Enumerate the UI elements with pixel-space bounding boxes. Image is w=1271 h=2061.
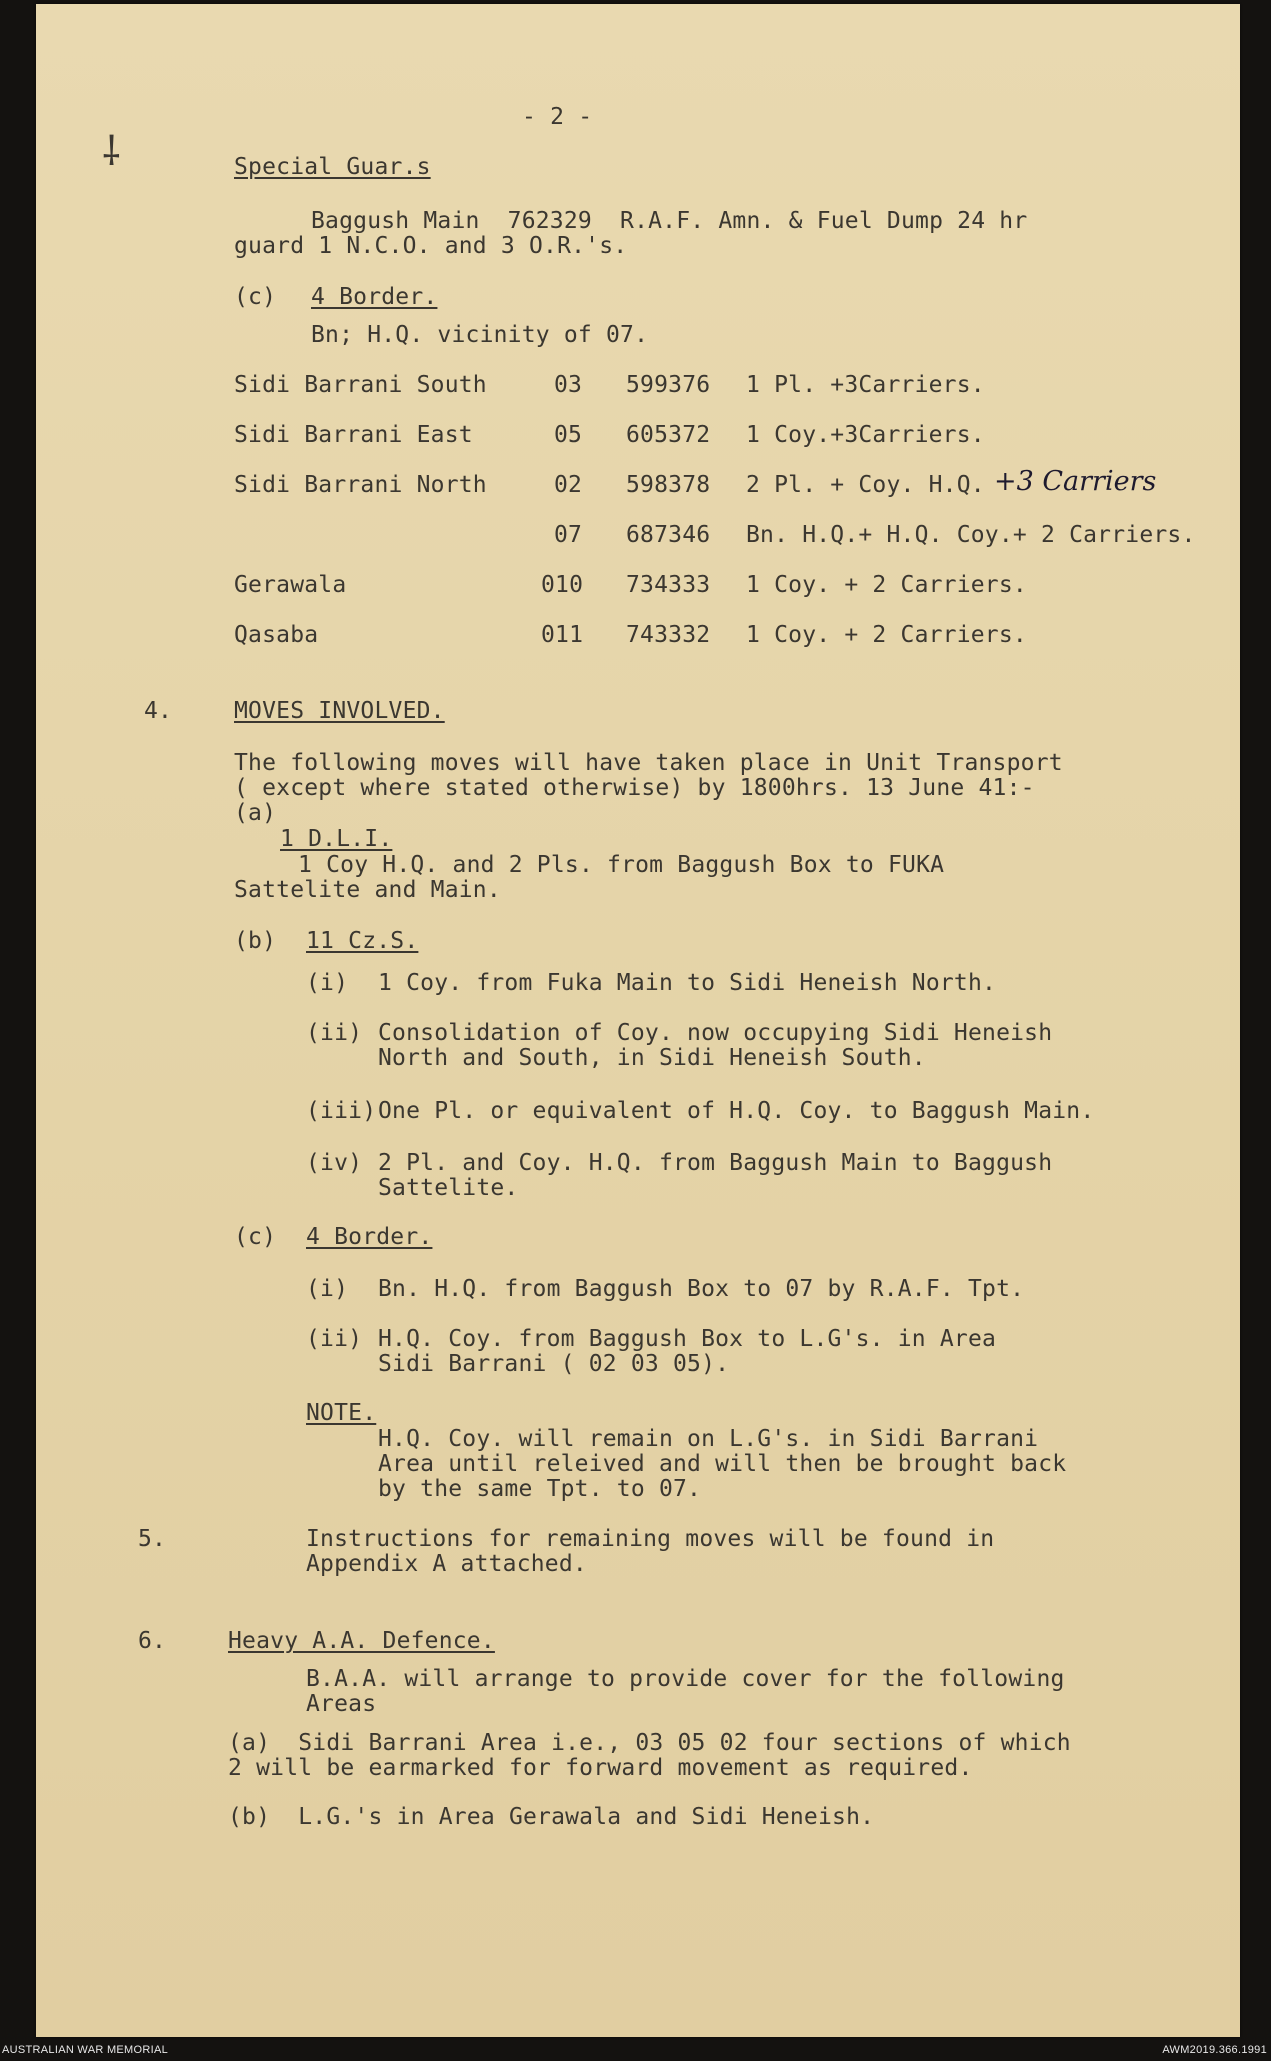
- position-ref: 598378: [626, 472, 711, 498]
- move-line: One Pl. or equivalent of H.Q. Coy. to Baggush Main.: [378, 1098, 1095, 1124]
- item-label: (c): [234, 1224, 277, 1250]
- item-label: (a): [234, 800, 277, 826]
- section-number: 6.: [138, 1628, 167, 1654]
- section6-heading: Heavy A.A. Defence.: [228, 1628, 495, 1654]
- move-line: Bn. H.Q. from Baggush Box to 07 by R.A.F. Tpt.: [378, 1276, 1025, 1302]
- position-place: Qasaba: [234, 622, 319, 648]
- position-place: Gerawala: [234, 572, 347, 598]
- special-guards-heading: Special Guar.s: [234, 154, 431, 180]
- document-page: [36, 4, 1240, 2037]
- position-place: Sidi Barrani South: [234, 372, 487, 398]
- sub-item-number: (i): [306, 970, 349, 996]
- position-code: 05: [554, 422, 583, 448]
- section6-intro: B.A.A. will arrange to provide cover for the following: [306, 1666, 1065, 1692]
- section6-line: (a) Sidi Barrani Area i.e., 03 05 02 four sections of which: [228, 1730, 1071, 1756]
- ink-blot-mark: ⸸: [102, 129, 121, 175]
- position-detail: 2 Pl. + Coy. H.Q.: [746, 472, 985, 498]
- unit-heading: 11 Cz.S.: [306, 928, 419, 954]
- move-line: Sidi Barrani ( 02 03 05).: [378, 1351, 730, 1377]
- move-line: 2 Pl. and Coy. H.Q. from Baggush Main to Baggush: [378, 1150, 1053, 1176]
- position-detail: Bn. H.Q.+ H.Q. Coy.+ 2 Carriers.: [746, 522, 1196, 548]
- section6-line: 2 will be earmarked for forward movement as required.: [228, 1755, 973, 1781]
- position-place: Sidi Barrani East: [234, 422, 473, 448]
- position-code: 07: [554, 522, 583, 548]
- section5-line: Instructions for remaining moves will be found in: [306, 1526, 995, 1552]
- note-line: Area until releived and will then be brought back: [378, 1451, 1067, 1477]
- position-detail: 1 Coy. + 2 Carriers.: [746, 572, 1027, 598]
- special-guards-line: guard 1 N.C.O. and 3 O.R.'s.: [234, 233, 628, 259]
- section-number: 4.: [144, 698, 173, 724]
- move-line: H.Q. Coy. from Baggush Box to L.G's. in Area: [378, 1326, 997, 1352]
- footer-archive-ref: AWM2019.366.1991: [1162, 2044, 1267, 2056]
- move-line: Sattelite and Main.: [234, 877, 501, 903]
- sub-item-number: (ii): [306, 1020, 363, 1046]
- note-line: H.Q. Coy. will remain on L.G's. in Sidi Barrani: [378, 1426, 1039, 1452]
- sub-item-number: (i): [306, 1276, 349, 1302]
- position-ref: 605372: [626, 422, 711, 448]
- position-ref: 743332: [626, 622, 711, 648]
- section5-line: Appendix A attached.: [306, 1551, 587, 1577]
- position-code: 010: [541, 572, 584, 598]
- section-c-label: (c): [234, 284, 277, 310]
- unit-heading: 1 D.L.I.: [280, 826, 393, 852]
- position-detail: 1 Coy. + 2 Carriers.: [746, 622, 1027, 648]
- move-line: 1 Coy. from Fuka Main to Sidi Heneish North.: [378, 970, 997, 996]
- position-detail: 1 Pl. +3Carriers.: [746, 372, 985, 398]
- move-line: North and South, in Sidi Heneish South.: [378, 1045, 926, 1071]
- position-code: 02: [554, 472, 583, 498]
- note-heading: NOTE.: [306, 1400, 377, 1426]
- section-c-heading: 4 Border.: [311, 284, 438, 310]
- position-code: 03: [554, 372, 583, 398]
- item-label: (b): [234, 928, 277, 954]
- special-guards-line: Baggush Main 762329 R.A.F. Amn. & Fuel Dump 24 hr: [311, 208, 1028, 234]
- section6-line: (b) L.G.'s in Area Gerawala and Sidi Heneish.: [228, 1804, 875, 1830]
- footer-archive-name: AUSTRALIAN WAR MEMORIAL: [2, 2044, 169, 2056]
- position-code: 011: [541, 622, 584, 648]
- move-line: Sattelite.: [378, 1175, 519, 1201]
- move-line: 1 Coy H.Q. and 2 Pls. from Baggush Box to FUKA: [298, 852, 945, 878]
- unit-heading: 4 Border.: [306, 1224, 433, 1250]
- sub-item-number: (iv): [306, 1150, 363, 1176]
- section4-intro: The following moves will have taken place in Unit Transport: [234, 750, 1063, 776]
- section4-heading: MOVES INVOLVED.: [234, 698, 445, 724]
- sub-item-number: (iii): [306, 1098, 377, 1124]
- move-line: Consolidation of Coy. now occupying Sidi Heneish: [378, 1020, 1053, 1046]
- sub-item-number: (ii): [306, 1326, 363, 1352]
- handwritten-carriers-note: +3 Carriers: [994, 466, 1157, 497]
- section6-intro: Areas: [306, 1691, 377, 1717]
- section4-intro: ( except where stated otherwise) by 1800hrs. 13 June 41:-: [234, 775, 1035, 801]
- position-place: Sidi Barrani North: [234, 472, 487, 498]
- position-ref: 734333: [626, 572, 711, 598]
- note-line: by the same Tpt. to 07.: [378, 1476, 702, 1502]
- position-detail: 1 Coy.+3Carriers.: [746, 422, 985, 448]
- section-c-hq-line: Bn; H.Q. vicinity of 07.: [311, 322, 649, 348]
- section-number: 5.: [138, 1526, 167, 1552]
- page-number: - 2 -: [522, 104, 593, 130]
- position-ref: 599376: [626, 372, 711, 398]
- position-ref: 687346: [626, 522, 711, 548]
